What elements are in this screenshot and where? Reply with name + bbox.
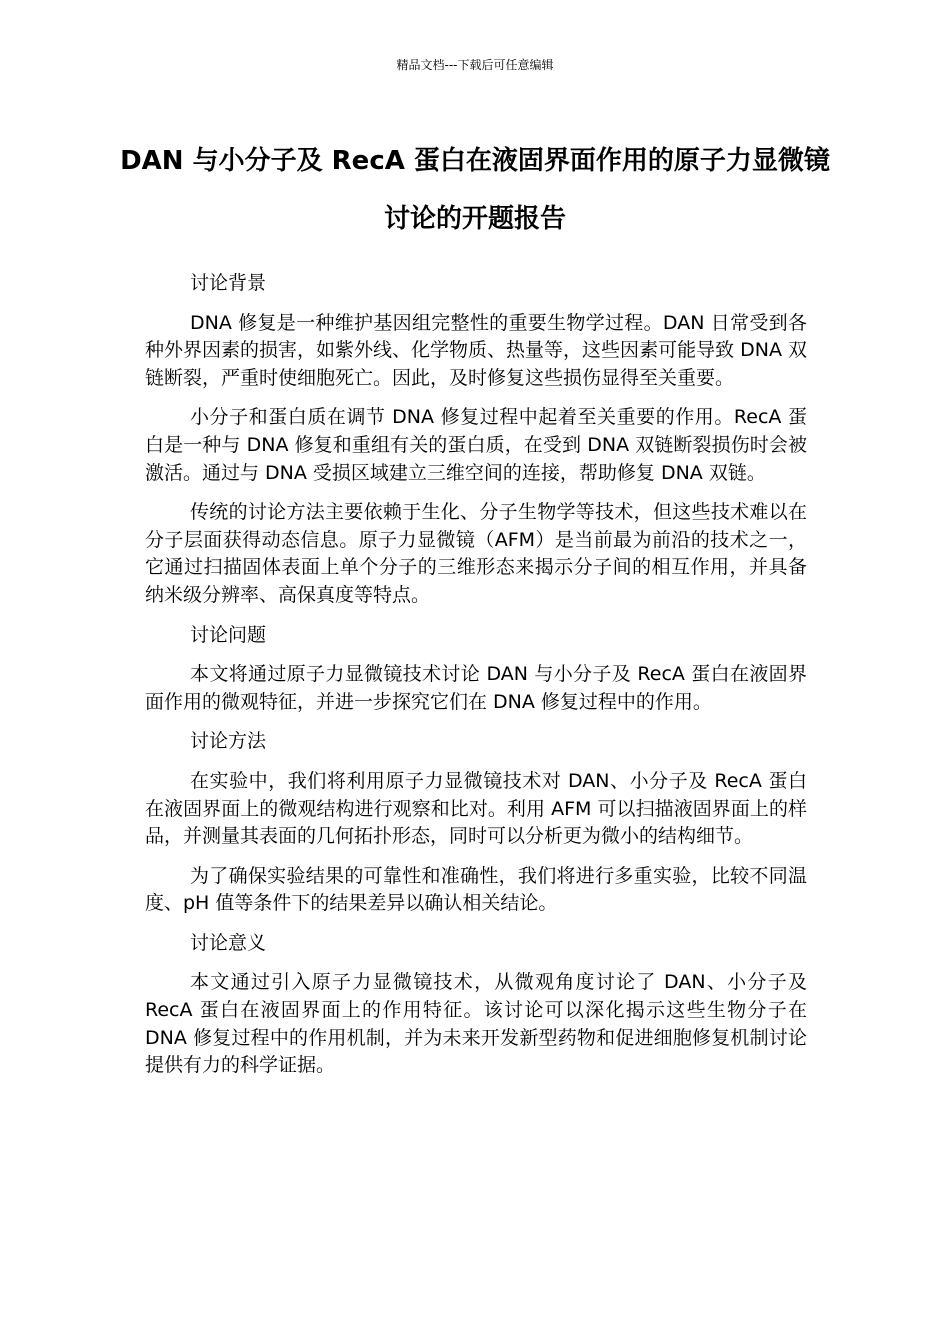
paragraph: 为了确保实验结果的可靠性和准确性，我们将进行多重实验，比较不同温度、pH 值等条件下的结果差异以确认相关结论。 bbox=[145, 864, 807, 915]
paragraph: DNA 修复是一种维护基因组完整性的重要生物学过程。DAN 日常受到各种外界因素的损害，如紫外线、化学物质、热量等，这些因素可能导致 DNA 双链断裂，严重时使细胞死亡。因此，及时修复这些损伤显得至关重要。 bbox=[145, 311, 807, 389]
paragraph: 传统的讨论方法主要依赖于生化、分子生物学等技术，但这些技术难以在分子层面获得动态信息。原子力显微镜（AFM）是当前最为前沿的技术之一，它通过扫描固体表面上单个分子的三维形态来揭示分子间的相互作用，并具备纳米级分辨率、高保真度等特点。 bbox=[145, 501, 807, 606]
section-heading: 讨论问题 bbox=[190, 623, 267, 646]
paragraph: 本文通过引入原子力显微镜技术，从微观角度讨论了 DAN、小分子及 RecA 蛋白在液固界面上的作用特征。该讨论可以深化揭示这些生物分子在 DNA 修复过程中的作用机制，并为未来开发新型药物和促进细胞修复机制讨论提供有力的科学证据。 bbox=[145, 971, 807, 1077]
section-heading: 讨论意义 bbox=[190, 931, 267, 954]
paragraph: 小分子和蛋白质在调节 DNA 修复过程中起着至关重要的作用。RecA 蛋白是一种与 DNA 修复和重组有关的蛋白质，在受到 DNA 双链断裂损伤时会被激活。通过与 DNA 受损区域建立三维空间的连接，帮助修复 DNA 双链。 bbox=[145, 406, 807, 484]
page-header: 精品文档---下载后可任意编辑 bbox=[396, 58, 554, 72]
section-heading: 讨论方法 bbox=[190, 730, 267, 753]
paragraph: 在实验中，我们将利用原子力显微镜技术对 DAN、小分子及 RecA 蛋白在液固界面上的微观结构进行观察和比对。利用 AFM 可以扫描液固界面上的样品，并测量其表面的几何拓扑形态，同时可以分析更为微小的结构细节。 bbox=[145, 769, 807, 848]
document-body bbox=[145, 270, 807, 1092]
document-title: DAN 与小分子及 RecA 蛋白在液固界面作用的原子力显微镜讨论的开题报告 bbox=[120, 146, 830, 234]
paragraph: 本文将通过原子力显微镜技术讨论 DAN 与小分子及 RecA 蛋白在液固界面作用的微观特征，并进一步探究它们在 DNA 修复过程中的作用。 bbox=[145, 663, 807, 713]
section-heading: 讨论背景 bbox=[190, 272, 267, 294]
